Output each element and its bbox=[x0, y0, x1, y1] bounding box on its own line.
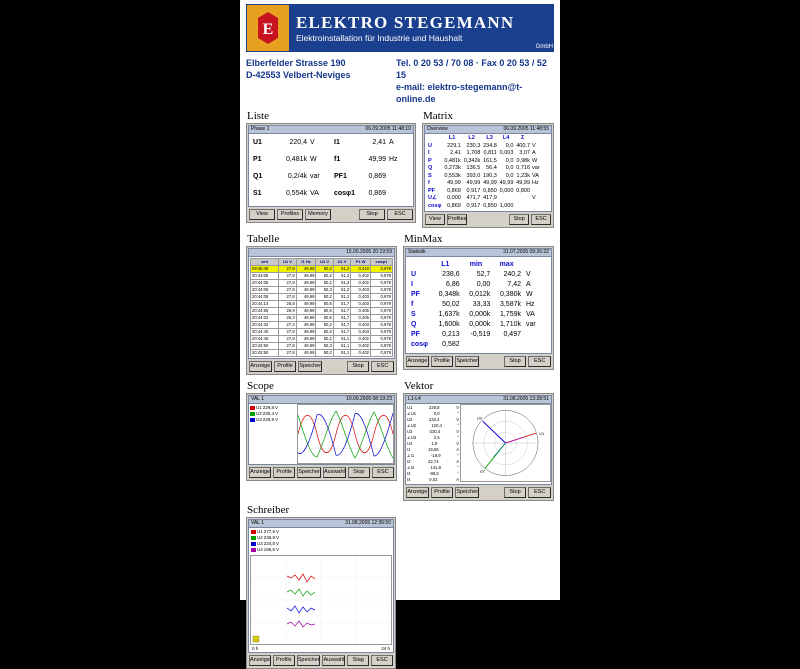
legend-item: ∠I1 -18,9 ° bbox=[407, 453, 459, 458]
minmax-table bbox=[410, 260, 547, 350]
legend-swatch-u1 bbox=[251, 530, 256, 534]
company-tagline: Elektroinstallation für Industrie und Haushalt bbox=[296, 32, 463, 43]
button-profile[interactable]: Profile bbox=[431, 487, 454, 498]
liste-label2: I1 bbox=[334, 139, 340, 146]
table-header-row bbox=[251, 259, 393, 266]
legend-swatch-u1 bbox=[250, 406, 255, 410]
liste-label2: f1 bbox=[334, 156, 341, 163]
legend-swatch-u4 bbox=[251, 548, 256, 552]
row-liste-matrix bbox=[246, 108, 554, 228]
company-logo bbox=[246, 4, 554, 52]
screenshot-matrix bbox=[422, 123, 554, 228]
button-view[interactable]: View bbox=[425, 214, 445, 225]
legend-item: I1 16,56 A bbox=[407, 447, 459, 452]
tabelle-titlebar bbox=[248, 248, 395, 257]
legend-unit: V bbox=[276, 529, 280, 534]
matrix-titlebar bbox=[424, 125, 552, 134]
button-speicher[interactable]: Speicher bbox=[455, 356, 479, 367]
legend-value: 236,8 bbox=[263, 535, 276, 540]
tabelle-table bbox=[250, 258, 393, 357]
button-anzeige[interactable]: Anzeige bbox=[406, 487, 429, 498]
table-row: U 238,6 52,7 240,2 V bbox=[411, 271, 531, 278]
section-title-liste: Liste bbox=[247, 110, 269, 122]
schreiber-titlebar-right: 31.08.2005 12:36:50 bbox=[345, 520, 391, 526]
table-row[interactable]: 20:42:55 27,8 49,99 50,2 51,1 0,402 0,979 bbox=[252, 350, 391, 355]
table-row[interactable]: 20:44:02 26,3 49,99 50,5 51,7 0,405 0,979 bbox=[252, 315, 391, 320]
screenshot-liste bbox=[246, 123, 416, 223]
col-min: min bbox=[469, 261, 483, 268]
phone-line: Tel. 0 20 53 / 70 08 · Fax 0 20 53 / 52 15 bbox=[396, 58, 547, 80]
table-row: f 50,02 33,33 3,587k Hz bbox=[411, 301, 535, 308]
legend-value: 229,8 bbox=[262, 405, 275, 410]
table-row: I 6,86 0,00 7,42 A bbox=[411, 281, 531, 288]
table-row: I 2,41 1,708 0,811 0,003 3,07 A bbox=[428, 150, 536, 156]
table-row: cosφ 0,869 0,917 0,850 1,000 bbox=[428, 202, 514, 209]
scope-titlebar-right: 10.09.2005 08:19:23 bbox=[346, 396, 392, 402]
liste-unit: V bbox=[310, 139, 315, 146]
liste-unit: W bbox=[310, 156, 317, 163]
legend-label: U2 bbox=[257, 535, 263, 540]
section-title-matrix: Matrix bbox=[423, 110, 453, 122]
liste-titlebar bbox=[248, 125, 414, 134]
button-esc[interactable]: ESC bbox=[372, 467, 394, 478]
section-title-minmax: MinMax bbox=[404, 233, 443, 245]
legend-value: 277,6 bbox=[263, 529, 276, 534]
liste-label: P1 bbox=[253, 156, 262, 163]
button-profile[interactable]: Profile bbox=[274, 361, 297, 372]
table-row[interactable]: 20:44:08 27,8 49,99 50,2 51,2 0,403 0,979 bbox=[252, 294, 391, 299]
button-stop[interactable]: Stop bbox=[347, 361, 370, 372]
col-max: max bbox=[499, 261, 514, 268]
vektor-titlebar-left: L1-L4 bbox=[408, 396, 421, 402]
button-esc[interactable]: ESC bbox=[387, 209, 413, 220]
matrix-titlebar-right: 06.09.2005 11:48:55 bbox=[503, 126, 549, 132]
table-row: PF 0,213 -0,519 0,497 bbox=[411, 331, 521, 338]
email-line: e-mail: elektro-stegemann@t-online.de bbox=[396, 82, 523, 104]
table-row: cosφ 0,582 bbox=[411, 341, 460, 348]
section-title-scope: Scope bbox=[247, 380, 274, 392]
table-row[interactable]: 20:43:09 27,8 49,99 50,2 51,3 0,402 0,978 bbox=[252, 273, 391, 278]
minmax-titlebar-right: 31.07.2005 09:26:32 bbox=[503, 249, 549, 255]
table-row[interactable]: 09:45:49 27,8 49,99 50,2 51,2 0,410 0,979 bbox=[252, 266, 391, 271]
col-l4: L4 bbox=[502, 135, 510, 141]
table-row: Q 1,600k 0,000k 1,710k var bbox=[411, 321, 536, 328]
minmax-buttonbar bbox=[405, 354, 552, 368]
tabelle-titlebar-right: 15.09.2005 20:19:59 bbox=[346, 249, 392, 255]
liste-label2: cosφ1 bbox=[334, 190, 355, 197]
svg-text:E: E bbox=[262, 21, 274, 38]
liste-titlebar-right: 06.09.2005 11:48:10 bbox=[365, 126, 411, 132]
button-speicher[interactable]: Speicher bbox=[298, 361, 322, 372]
button-esc[interactable]: ESC bbox=[528, 356, 551, 367]
liste-unit2 bbox=[386, 171, 409, 182]
liste-label2: PF1 bbox=[334, 173, 347, 180]
legend-item: I2 22,74 A bbox=[407, 459, 459, 464]
screenshot-minmax bbox=[403, 246, 554, 370]
scope-legend bbox=[249, 404, 297, 464]
list-item bbox=[253, 171, 409, 182]
vektor-buttonbar bbox=[405, 485, 552, 499]
svg-text:U2: U2 bbox=[479, 468, 485, 474]
legend-label: U3 bbox=[257, 541, 263, 546]
scope-titlebar bbox=[248, 395, 395, 404]
button-profiles[interactable]: Profiles bbox=[447, 214, 467, 225]
legend-swatch-u3 bbox=[251, 542, 256, 546]
liste-value2: 0,869 bbox=[368, 190, 386, 197]
legend-unit: V bbox=[275, 417, 279, 422]
col-l1: L1 bbox=[448, 135, 456, 141]
tabelle-body bbox=[248, 257, 395, 359]
letterhead bbox=[240, 0, 560, 105]
list-item bbox=[253, 137, 409, 148]
button-memory[interactable]: Memory bbox=[305, 209, 331, 220]
logo-mark-icon bbox=[247, 5, 290, 51]
row-schreiber bbox=[246, 504, 396, 669]
matrix-table bbox=[427, 135, 549, 210]
legend-label: U4 bbox=[257, 547, 263, 552]
button-profile[interactable]: Profile bbox=[273, 467, 295, 478]
section-title-tabelle: Tabelle bbox=[247, 233, 280, 245]
screenshot-scope bbox=[246, 393, 397, 481]
liste-body bbox=[248, 134, 414, 207]
legend-item: I3 -98,6 ° bbox=[407, 471, 459, 476]
table-row: S 1,637k 0,000k 1,759k VA bbox=[411, 311, 535, 318]
scope-waveform-plot bbox=[297, 404, 394, 464]
button-esc[interactable]: ESC bbox=[371, 655, 393, 666]
svg-text:U3: U3 bbox=[476, 415, 482, 421]
table-row[interactable]: 20:44:55 26,9 49,99 50,5 51,7 0,405 0,979 bbox=[252, 308, 391, 313]
schreiber-axis-left: 0 h bbox=[252, 646, 259, 651]
col-l2: L2 bbox=[468, 135, 475, 141]
table-row[interactable]: 20:44:40 27,8 49,99 50,3 51,7 0,403 0,979 bbox=[252, 329, 391, 334]
col-l1: L1 bbox=[441, 261, 450, 268]
vektor-titlebar bbox=[405, 395, 552, 404]
vektor-legend bbox=[406, 404, 460, 484]
legend-item bbox=[251, 547, 391, 553]
liste-value2: 49,99 bbox=[368, 156, 386, 163]
legend-item: U1 229,8 V bbox=[407, 405, 459, 410]
table-row[interactable]: 20:44:32 27,3 49,99 50,2 51,7 0,403 0,978 bbox=[252, 322, 391, 327]
button-profile[interactable]: Profile bbox=[273, 655, 295, 666]
table-row: PF 0,348k 0,012k 0,380k W bbox=[411, 291, 533, 298]
matrix-body bbox=[424, 134, 552, 212]
address-line2: D-42553 Velbert-Neviges bbox=[246, 70, 351, 80]
button-speicher[interactable]: Speicher bbox=[455, 487, 479, 498]
legend-unit: V bbox=[275, 411, 279, 416]
button-stop[interactable]: Stop bbox=[348, 467, 370, 478]
col-cosphi: cosφ1 bbox=[371, 259, 393, 266]
legend-item: ∠U2 120,4 ° bbox=[407, 423, 459, 428]
col-l3: L3 bbox=[486, 135, 493, 141]
legend-item: ∠U1 0,0 ° bbox=[407, 411, 459, 416]
table-row[interactable]: 20:44:06 27,9 49,99 50,3 51,2 0,403 0,978 bbox=[252, 287, 391, 292]
table-row: S 0,553k 393,0 190,3 0,0 1,23k VA bbox=[428, 172, 539, 179]
schreiber-buttonbar bbox=[248, 653, 394, 667]
table-row: f 49,99 49,99 49,99 49,99 49,99 Hz bbox=[428, 180, 539, 186]
row-tabelle-minmax bbox=[246, 231, 554, 375]
table-row: Q 0,273k 136,5 56,4 0,0 0,716 var bbox=[428, 165, 540, 171]
minmax-body bbox=[405, 257, 552, 354]
liste-unit: VA bbox=[310, 190, 319, 197]
legend-unit: V bbox=[275, 405, 279, 410]
schreiber-titlebar-left: VAL 1 bbox=[251, 520, 265, 526]
legend-item: I4 0,02 A bbox=[407, 477, 459, 482]
liste-value: 0,554k bbox=[285, 190, 307, 197]
legend-label: U2 bbox=[256, 411, 262, 416]
legend-item: U3 -230,4 V bbox=[407, 429, 459, 434]
table-row[interactable]: 20:44:05 27,8 49,99 50,2 51,3 0,402 0,979 bbox=[252, 280, 391, 285]
screenshot-schreiber bbox=[246, 517, 396, 669]
button-anzeige[interactable]: Anzeige bbox=[249, 361, 272, 372]
col-zeit: zeit bbox=[251, 259, 279, 266]
vektor-phasor-plot bbox=[460, 404, 551, 482]
matrix-buttonbar bbox=[424, 212, 552, 226]
liste-buttonbar bbox=[248, 207, 414, 221]
legend-unit: V bbox=[276, 535, 280, 540]
liste-titlebar-left: Phase 1 bbox=[251, 126, 270, 132]
legend-label: U3 bbox=[256, 417, 262, 422]
button-esc[interactable]: ESC bbox=[531, 214, 551, 225]
button-anzeige[interactable]: Anzeige bbox=[249, 467, 271, 478]
table-row[interactable]: 20:44:14 26,8 49,99 50,5 51,7 0,403 0,979 bbox=[252, 301, 391, 306]
address-line1: Elberfelder Strasse 190 bbox=[246, 58, 346, 68]
legend-item: U2 232,4 V bbox=[407, 417, 459, 422]
button-anzeige[interactable]: Anzeige bbox=[406, 356, 429, 367]
legend-label: U1 bbox=[256, 405, 262, 410]
schreiber-body bbox=[248, 528, 394, 653]
liste-value: 0,2/4k bbox=[287, 173, 307, 180]
col-u1b: U1 V bbox=[316, 259, 333, 266]
legend-label: U1 bbox=[257, 529, 263, 534]
legend-value: 195,6 bbox=[263, 547, 276, 552]
button-stop[interactable]: Stop bbox=[504, 356, 527, 367]
tabelle-buttonbar bbox=[248, 359, 395, 373]
col-u1: U1 V bbox=[279, 259, 296, 266]
legend-item bbox=[250, 417, 296, 423]
button-speicher[interactable]: Speicher bbox=[297, 467, 321, 478]
liste-label: S1 bbox=[253, 190, 262, 197]
document-page bbox=[240, 0, 560, 663]
liste-label: U1 bbox=[253, 139, 262, 146]
table-row[interactable]: 20:44:46 27,8 49,99 50,2 51,1 0,402 0,979 bbox=[252, 336, 391, 341]
table-row[interactable]: 20:42:50 27,8 49,99 50,3 51,1 0,402 0,979 bbox=[252, 343, 391, 348]
list-item bbox=[253, 188, 409, 199]
row-scope-vektor bbox=[246, 378, 554, 501]
company-address bbox=[246, 57, 554, 105]
minmax-titlebar bbox=[405, 248, 552, 257]
table-row: P 0,481k 0,342k 161,5 0,0 0,98k W bbox=[428, 157, 538, 164]
minmax-titlebar-left: Statistik bbox=[408, 249, 426, 255]
list-item bbox=[253, 154, 409, 165]
vektor-titlebar-right: 31.08.2005 13:28:51 bbox=[503, 396, 549, 402]
section-title-schreiber: Schreiber bbox=[247, 504, 290, 516]
vektor-body bbox=[405, 404, 552, 485]
legend-swatch-u2 bbox=[250, 412, 255, 416]
legend-item: ∠I2 141,8 ° bbox=[407, 465, 459, 470]
button-stop[interactable]: Stop bbox=[509, 214, 529, 225]
legend-swatch-u2 bbox=[251, 536, 256, 540]
section-title-vektor: Vektor bbox=[404, 380, 434, 392]
col-f1: I1 Hz bbox=[296, 259, 316, 266]
button-stop[interactable]: Stop bbox=[359, 209, 385, 220]
legend-value: 229,9 bbox=[262, 417, 275, 422]
screenshot-vektor bbox=[403, 393, 554, 501]
scope-body bbox=[248, 404, 395, 465]
legend-value: 230,4 bbox=[262, 411, 275, 416]
liste-unit2: A bbox=[389, 139, 394, 146]
liste-value: 220,4 bbox=[289, 139, 307, 146]
scope-buttonbar bbox=[248, 465, 395, 479]
company-legal-form: GmbH bbox=[535, 44, 553, 50]
legend-item: ∠U3 2,5 ° bbox=[407, 435, 459, 440]
button-speicher[interactable]: Speicher bbox=[297, 655, 321, 666]
col-sum: Σ bbox=[521, 135, 525, 141]
button-profile[interactable]: Profile bbox=[431, 356, 454, 367]
col-u1c: U1 V bbox=[333, 259, 350, 266]
legend-swatch-u3 bbox=[250, 418, 255, 422]
legend-unit: V bbox=[276, 547, 280, 552]
liste-label: Q1 bbox=[253, 173, 263, 180]
screenshot-tabelle bbox=[246, 246, 397, 375]
liste-value2: 0,869 bbox=[368, 173, 386, 180]
table-row: PF 0,869 0,917 0,850 0,000 0,800 bbox=[428, 187, 530, 194]
table-header-row bbox=[427, 135, 549, 143]
col-p1: P1 W bbox=[351, 259, 371, 266]
button-esc[interactable]: ESC bbox=[371, 361, 394, 372]
scope-titlebar-left: VAL 1 bbox=[251, 396, 265, 402]
button-stag[interactable]: Stag bbox=[347, 655, 369, 666]
company-name: ELEKTRO STEGEMANN bbox=[296, 12, 515, 32]
legend-unit: V bbox=[276, 541, 280, 546]
liste-unit2 bbox=[386, 188, 409, 199]
liste-value: 0,481k bbox=[285, 156, 307, 163]
legend-item: U4 1,9 V bbox=[407, 441, 459, 446]
liste-value2: 2,41 bbox=[372, 139, 386, 146]
matrix-titlebar-left: Overview bbox=[427, 126, 448, 132]
schreiber-titlebar bbox=[248, 519, 394, 528]
button-auswahl[interactable]: Auswahl bbox=[322, 655, 345, 666]
table-row: U∠ 0,000 471,7 417,9 V bbox=[428, 195, 536, 201]
legend-value: 234,8 bbox=[263, 541, 276, 546]
table-header-row bbox=[410, 260, 547, 270]
button-auswahl[interactable]: Auswahl bbox=[323, 467, 346, 478]
schreiber-legend bbox=[249, 528, 393, 554]
button-esc[interactable]: ESC bbox=[528, 487, 551, 498]
liste-unit2: Hz bbox=[389, 156, 398, 163]
schreiber-axis-right: 24 h bbox=[381, 646, 390, 651]
table-row: U 229,1 230,3 234,8 0,0 400,7 V bbox=[428, 142, 536, 149]
liste-unit: var bbox=[310, 173, 320, 180]
button-anzeige[interactable]: Anzeige bbox=[249, 655, 271, 666]
svg-text:U1: U1 bbox=[539, 431, 545, 437]
button-view[interactable]: View bbox=[249, 209, 275, 220]
button-stop[interactable]: Stop bbox=[504, 487, 527, 498]
schreiber-trend-plot bbox=[250, 555, 392, 645]
button-profiles[interactable]: Profiles bbox=[277, 209, 303, 220]
